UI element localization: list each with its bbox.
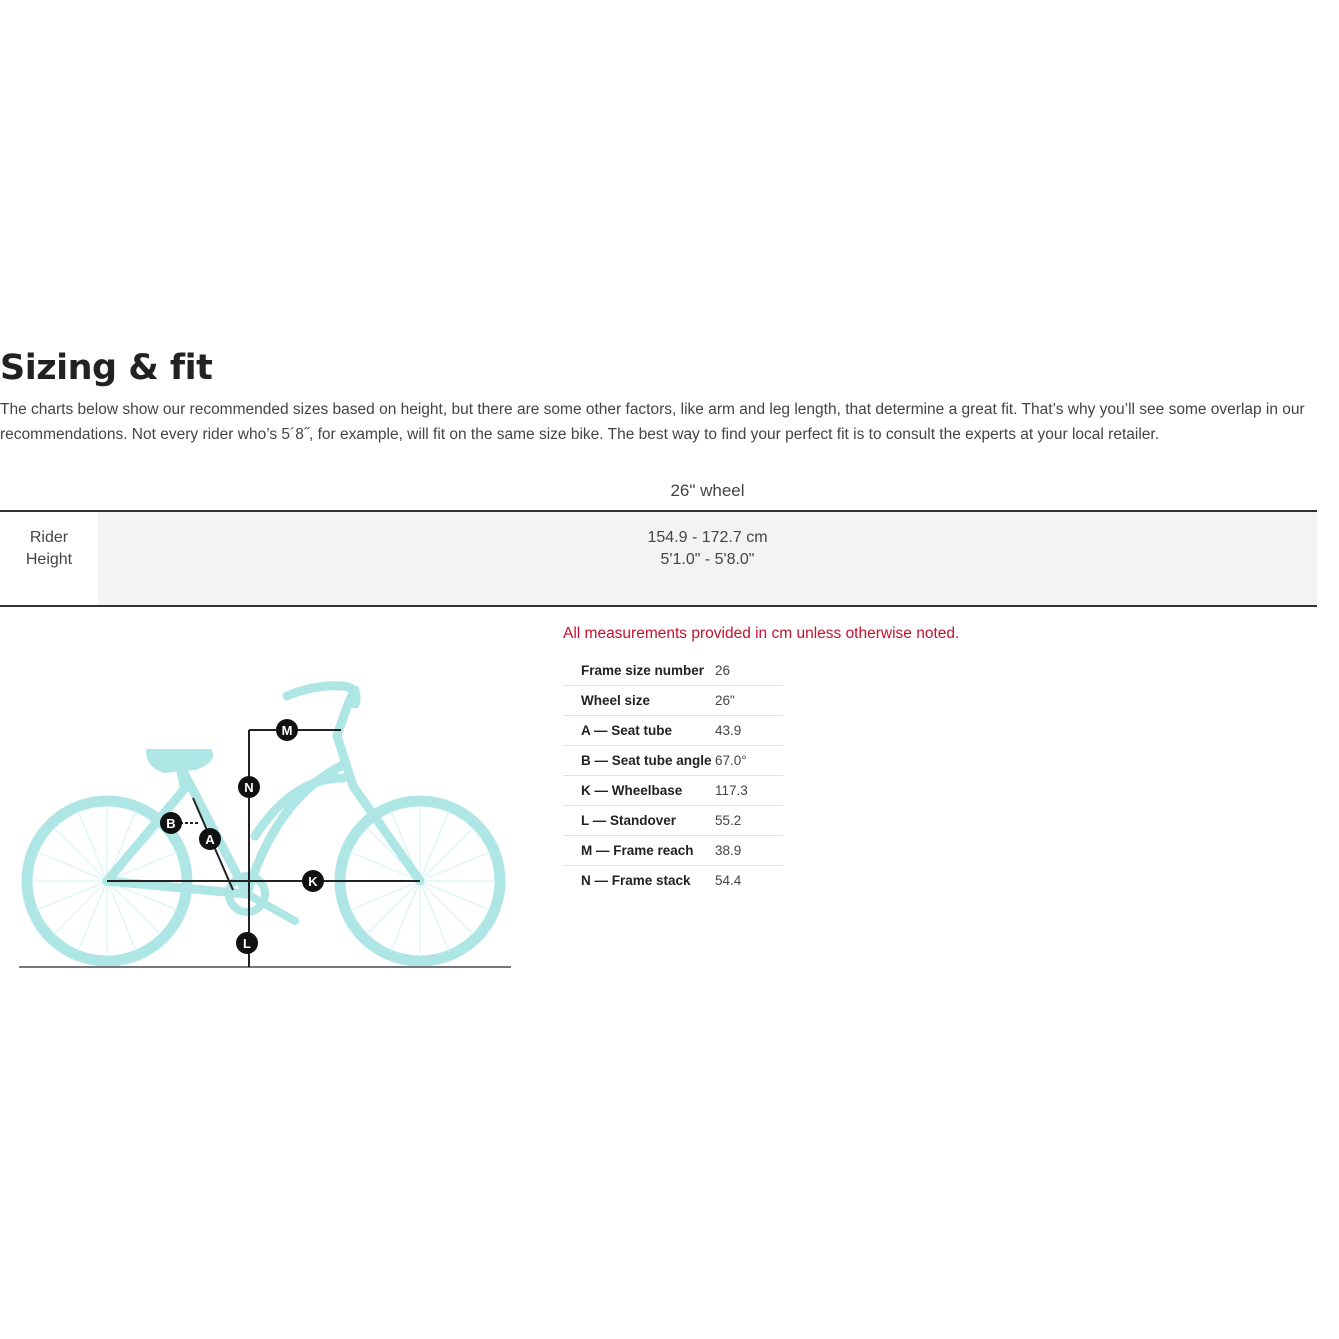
geometry-value: 38.9 — [715, 836, 783, 866]
geometry-value: 43.9 — [715, 716, 783, 746]
table-row — [563, 776, 783, 806]
marker-b-icon — [160, 812, 182, 834]
marker-a-icon — [199, 828, 221, 850]
geometry-label: A — Seat tube — [563, 716, 715, 746]
wheel-size-column-header: 26" wheel — [670, 481, 745, 500]
geometry-value: 26" — [715, 686, 783, 716]
table-row — [563, 746, 783, 776]
svg-text:K: K — [308, 874, 318, 889]
geometry-label: Frame size number — [563, 656, 715, 686]
svg-text:L: L — [243, 936, 251, 951]
geometry-value: 55.2 — [715, 806, 783, 836]
row-label-line1: Rider — [29, 529, 69, 546]
bike-frame — [107, 690, 420, 894]
svg-text:B: B — [166, 816, 176, 831]
table-row — [563, 806, 783, 836]
marker-n-icon — [238, 776, 260, 798]
table-row — [563, 686, 783, 716]
geometry-label: B — Seat tube angle — [563, 746, 715, 776]
page-title: Sizing & fit — [0, 348, 213, 388]
geometry-value: 67.0° — [715, 746, 783, 776]
height-in: 5'1.0" - 5'8.0" — [660, 551, 755, 568]
geometry-label: L — Standover — [563, 806, 715, 836]
row-label-line2: Height — [25, 551, 73, 568]
svg-text:A: A — [205, 832, 215, 847]
size-chart — [0, 472, 1317, 607]
marker-m-icon — [276, 719, 298, 741]
table-row — [563, 656, 783, 686]
geometry-label: K — Wheelbase — [563, 776, 715, 806]
svg-text:M: M — [281, 723, 293, 738]
bike-geometry-diagram — [15, 676, 515, 976]
geometry-label: Wheel size — [563, 686, 715, 716]
measurement-note: All measurements provided in cm unless otherwise noted. — [563, 625, 960, 642]
table-row — [563, 716, 783, 746]
svg-text:N: N — [244, 780, 254, 795]
geometry-label: N — Frame stack — [581, 873, 691, 888]
geometry-value: 26 — [715, 656, 783, 686]
rider-height-row — [0, 512, 1317, 607]
geometry-table — [563, 656, 783, 895]
geometry-label: M — Frame reach — [563, 836, 715, 866]
size-chart-header — [0, 472, 1317, 512]
rider-height-label — [0, 512, 98, 605]
rider-height-value — [98, 512, 1317, 605]
geometry-value: 117.3 — [715, 776, 783, 806]
geometry-value: 54.4 — [715, 873, 742, 888]
marker-k-icon — [302, 870, 324, 892]
table-row — [563, 836, 783, 866]
marker-l-icon — [236, 932, 258, 954]
intro-paragraph: The charts below show our recommended sizes based on height, but there are some other factors, like arm and leg length, that determine a great fit. That’s why you’ll see some overlap in our recommendations. Not every rider who’s 5´8˝, for example, will fit on the same size bike. The best way to find your perfect fit is to consult the experts at your local retailer. — [0, 401, 1305, 443]
bike-illustration — [27, 686, 500, 961]
table-row — [563, 866, 783, 896]
height-cm: 154.9 - 172.7 cm — [647, 529, 768, 546]
